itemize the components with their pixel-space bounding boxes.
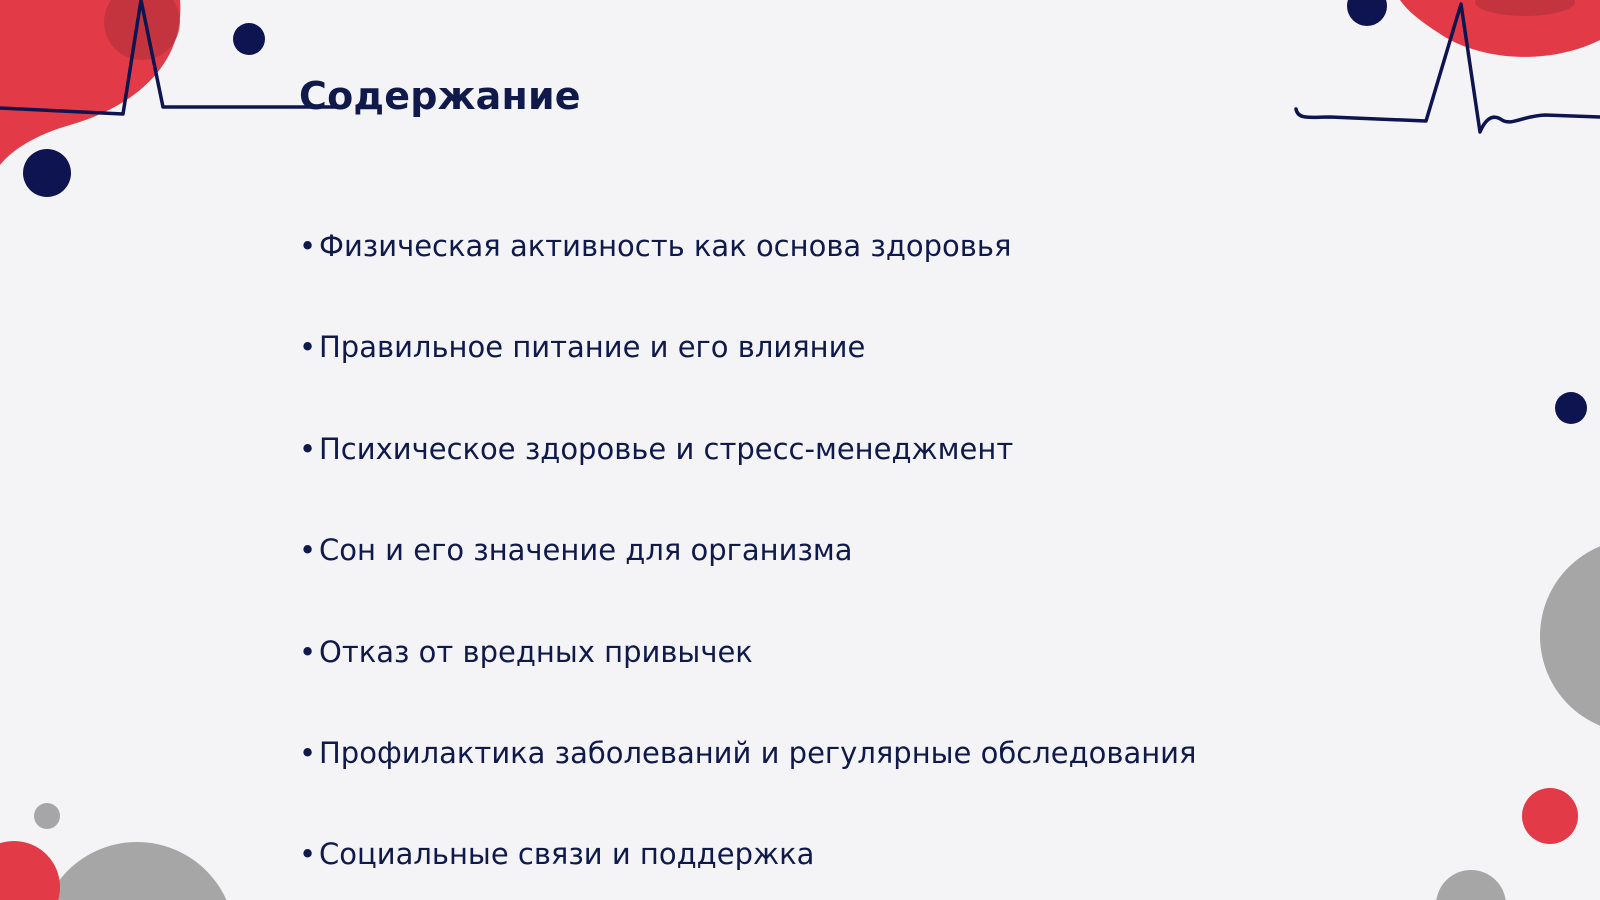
list-item (299, 727, 1196, 828)
list-item (299, 423, 1196, 524)
red-circle-bottom-left (0, 841, 60, 900)
bullet: • (299, 533, 317, 568)
list-item (299, 626, 1196, 727)
list-item-text: Профилактика заболеваний и регулярные обследования (319, 735, 1197, 770)
gray-circle-bottom-left (39, 842, 235, 900)
list-item (299, 220, 1196, 321)
list-item-text: Правильное питание и его влияние (319, 330, 866, 365)
red-dot-bottom-right (1522, 788, 1578, 844)
content-list (299, 220, 1196, 900)
gray-circle-right (1540, 539, 1600, 733)
bullet: • (299, 837, 317, 872)
list-item (299, 321, 1196, 422)
bullet: • (299, 431, 317, 466)
gray-circle-bottom-right (1436, 870, 1506, 900)
bullet: • (299, 330, 317, 365)
navy-dot-top-right (1347, 0, 1387, 26)
navy-dot-right (1555, 392, 1587, 424)
list-item-text: Социальные связи и поддержка (319, 837, 815, 872)
bullet: • (299, 634, 317, 669)
navy-dot-top-left-small (233, 23, 265, 55)
gray-dot-bottom-left (34, 803, 60, 829)
list-item (299, 828, 1196, 900)
navy-dot-top-left-large (23, 149, 71, 197)
list-item-text: Физическая активность как основа здоровья (319, 229, 1012, 263)
list-item (299, 524, 1196, 625)
list-item-text: Отказ от вредных привычек (319, 634, 753, 669)
list-item-text: Психическое здоровье и стресс-менеджмент (319, 431, 1014, 466)
bullet: • (299, 229, 317, 263)
bullet: • (299, 735, 317, 770)
list-item-text: Сон и его значение для организма (319, 533, 853, 568)
slide-title: Содержание (299, 74, 581, 118)
